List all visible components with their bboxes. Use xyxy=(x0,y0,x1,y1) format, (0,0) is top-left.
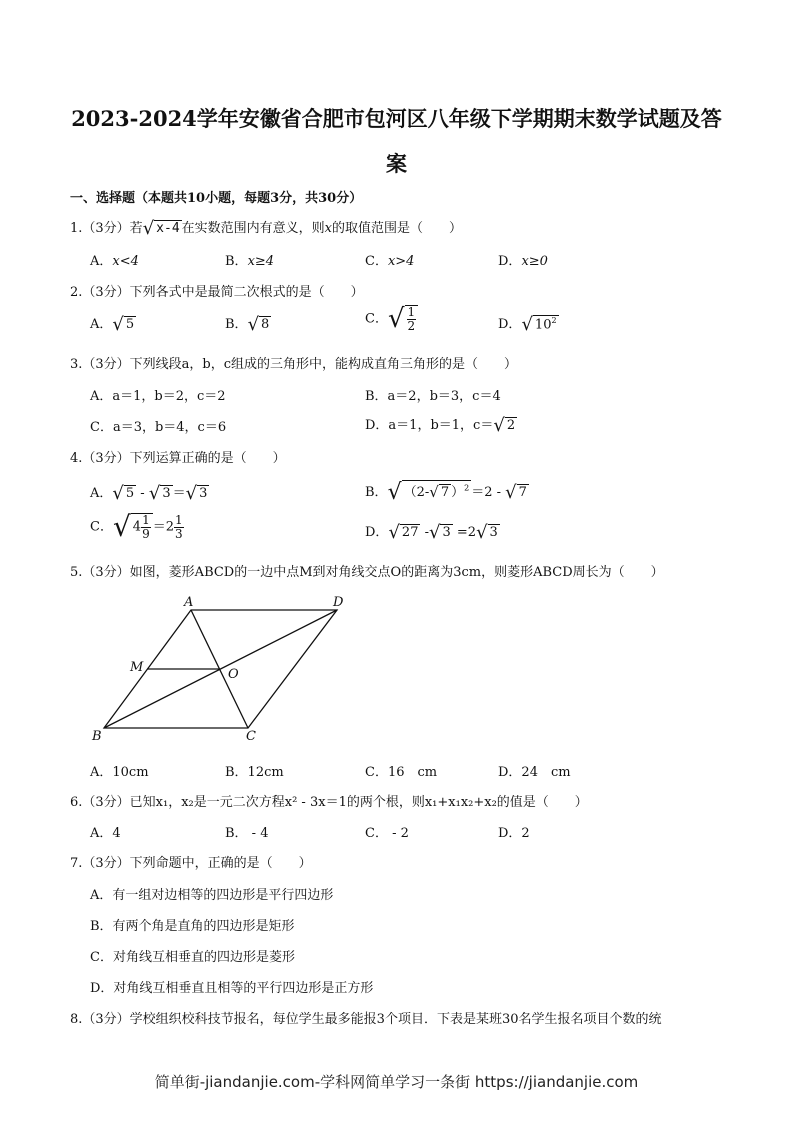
q1-option-c: C．x>4 xyxy=(365,254,415,269)
q1-option-a: A．x<4 xyxy=(90,254,139,269)
q2-option-b: B．√ 8 xyxy=(225,313,270,335)
label-c: C xyxy=(246,729,256,744)
question-2: 2.（3分）下列各式中是最简二次根式的是（ ） xyxy=(70,285,364,300)
q7-option-b: B．有两个角是直角的四边形是矩形 xyxy=(90,919,295,934)
page-title-line2: 案 xyxy=(386,151,407,176)
q1-option-d: D．x≥0 xyxy=(498,254,548,269)
label-a: A xyxy=(184,595,194,610)
q5-option-a: A．10cm xyxy=(90,765,149,780)
question-4: 4.（3分）下列运算正确的是（ ） xyxy=(70,451,286,466)
q2-option-c: C．√ $\frac{1}{2}$ xyxy=(365,305,418,332)
page-title: 2023-2024学年安徽省合肥市包河区八年级下学期期末数学试题及答 xyxy=(71,106,722,131)
page-footer: 简单街-jiandanjie.com-学科网简单学习一条街 https://jiandanjie.com xyxy=(154,1073,639,1091)
q2-option-d: D．√ $10^2$ xyxy=(498,313,557,335)
q7-option-a: A．有一组对边相等的四边形是平行四边形 xyxy=(90,888,334,903)
q1-text-a: 1.（3分）若 xyxy=(70,221,143,236)
q4-option-b: B．√ （2-√ 7 ）$^2$ ＝2 - √ 7 xyxy=(365,479,527,505)
label-m: M xyxy=(130,660,144,675)
q6-option-d: D．2 xyxy=(498,826,530,841)
q1-option-b: B．x≥4 xyxy=(225,254,275,269)
question-1 xyxy=(70,217,462,238)
q4-option-d: D．√ 27 -√ 3 =2√ 3 xyxy=(365,521,498,543)
label-b: B xyxy=(92,729,102,744)
label-o: O xyxy=(228,667,239,682)
q6-option-a: A．4 xyxy=(90,826,121,841)
q3-option-b: B．a＝2，b＝3，c＝4 xyxy=(365,389,501,404)
question-3: 3.（3分）下列线段a，b，c组成的三角形中，能构成直角三角形的是（ ） xyxy=(70,357,518,372)
q7-option-c: C．对角线互相垂直的四边形是菱形 xyxy=(90,950,295,965)
q3-option-d: D．a＝1，b＝1，c＝√ 2 xyxy=(365,414,516,436)
q5-option-b: B．12cm xyxy=(225,765,284,780)
q1-text-b: 在实数范围内有意义，则 xyxy=(181,221,325,236)
q7-option-d: D．对角线互相垂直且相等的平行四边形是正方形 xyxy=(90,981,374,996)
q1-radicand: x-4 xyxy=(156,221,180,236)
label-d: D xyxy=(333,595,344,610)
q1-var: x xyxy=(324,221,333,236)
q1-radical: √ x-4 xyxy=(142,217,180,239)
q5-option-d: D．24 cm xyxy=(498,765,571,780)
q2-option-a: A．√ 5 xyxy=(90,313,135,335)
question-7: 7.（3分）下列命题中，正确的是（ ） xyxy=(70,856,312,871)
q6-option-b: B． - 4 xyxy=(225,826,269,841)
section-heading: 一、选择题（本题共10小题，每题3分，共30分） xyxy=(70,191,363,206)
question-8: 8.（3分）学校组织校科技节报名，每位学生最多能报3个项目．下表是某班30名学生报名项目个数的统 xyxy=(70,1012,662,1027)
q5-option-c: C．16 cm xyxy=(365,765,438,780)
question-6: 6.（3分）已知x₁，x₂是一元二次方程x² - 3x＝1的两个根，则x₁+x₁x₂+x₂的值是（ ） xyxy=(70,795,588,810)
q4-option-a: A．√ 5 - √ 3 ＝√ 3 xyxy=(90,482,208,504)
q4-option-c: C．√ 4 $\frac{1}{9}$ ＝2 $\frac{1}{3}$ xyxy=(90,510,183,544)
q3-option-c: C．a＝3，b＝4，c＝6 xyxy=(90,420,227,435)
rhombus-figure xyxy=(80,590,370,750)
question-5: 5.（3分）如图，菱形ABCD的一边中点M到对角线交点O的距离为3cm，则菱形ABCD周长为（ ） xyxy=(70,565,664,580)
q3-option-a: A．a＝1，b＝2，c＝2 xyxy=(90,389,226,404)
q1-text-c: 的取值范围是（ ） xyxy=(332,221,463,236)
q6-option-c: C． - 2 xyxy=(365,826,409,841)
